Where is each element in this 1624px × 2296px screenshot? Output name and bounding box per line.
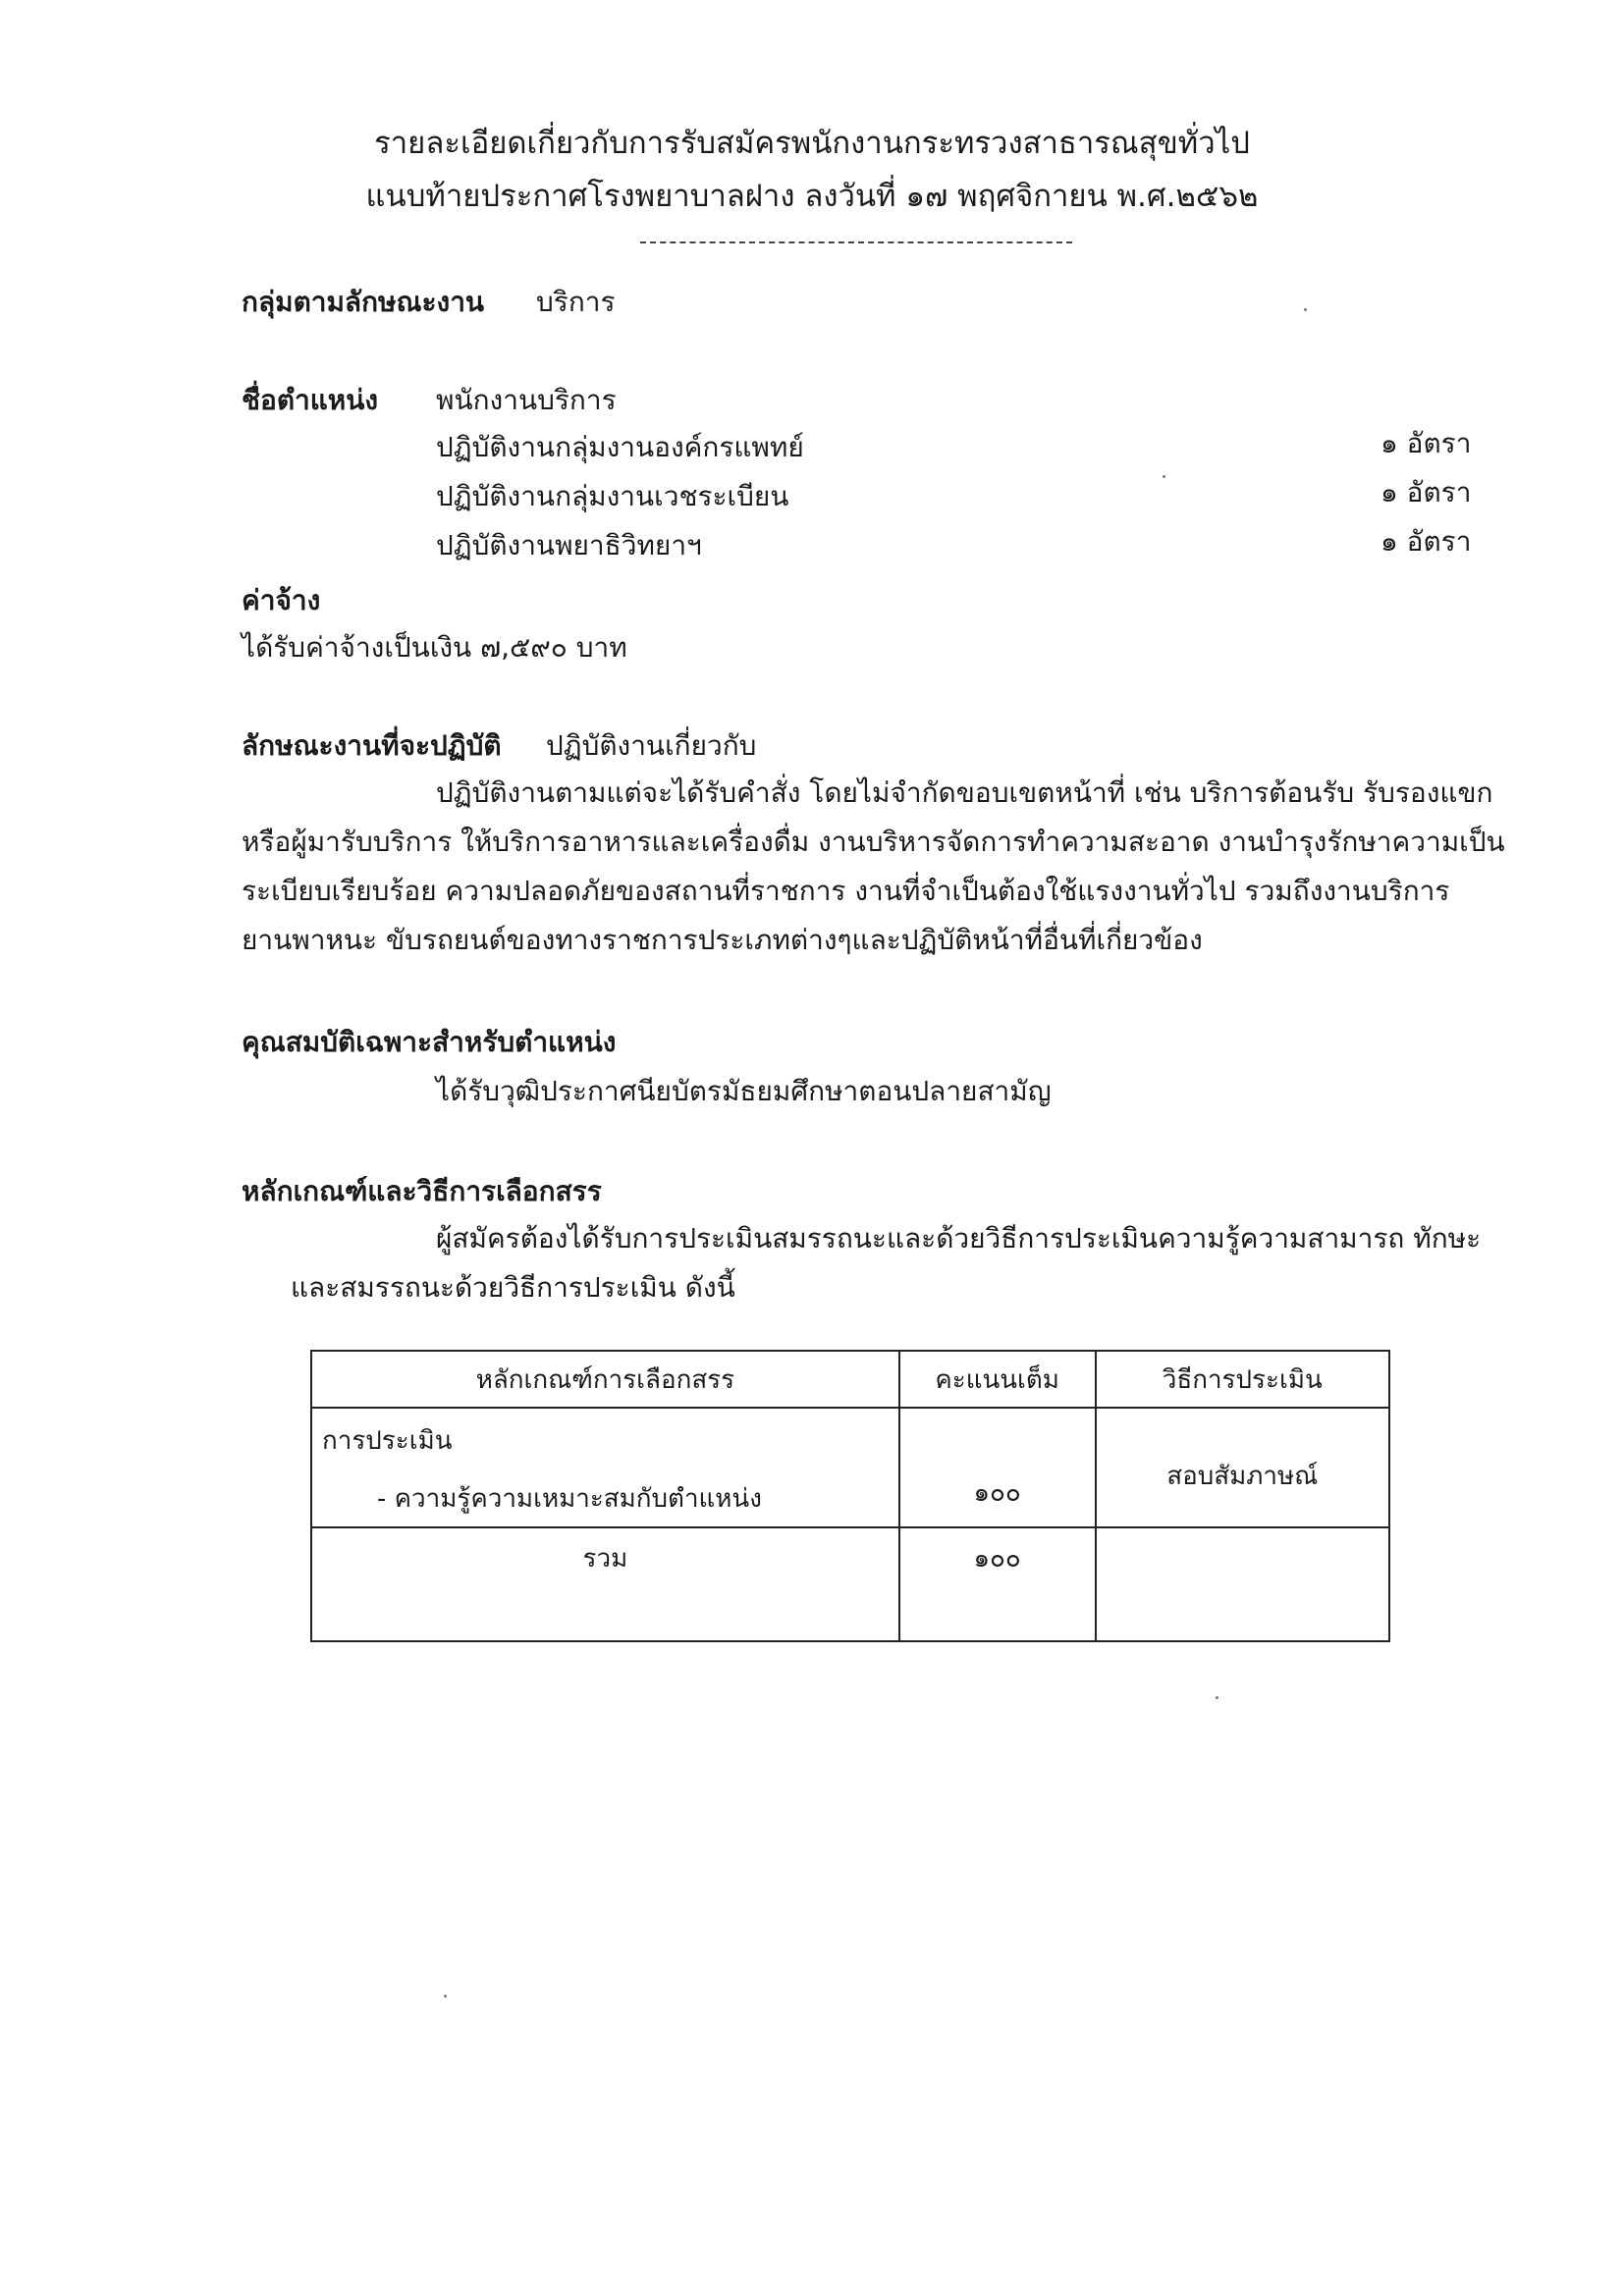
scan-speck xyxy=(1304,308,1307,311)
document-title-line2: แนบท้ายประกาศโรงพยาบาลฝาง ลงวันที่ ๑๗ พฤศจิกายน พ.ศ.๒๕๖๒ xyxy=(365,179,1259,214)
table-total-row xyxy=(311,1527,1389,1641)
qualification-text: ได้รับวุฒิประกาศนียบัตรมัธยมศึกษาตอนปลายสามัญ xyxy=(436,1075,1052,1107)
duties-line: ยานพาหนะ ขับรถยนต์ของทางราชการประเภทต่างๆและปฏิบัติหน้าที่อื่นที่เกี่ยวข้อง xyxy=(242,924,1203,956)
scan-speck xyxy=(1163,475,1165,478)
total-score-cell: ๑๐๐ xyxy=(899,1527,1096,1641)
selection-label: หลักเกณฑ์และวิธีการเลือกสรร xyxy=(242,1175,602,1207)
table-row xyxy=(311,1408,1389,1527)
job-group-value: บริการ xyxy=(536,286,616,318)
duties-line: หรือผู้มารับบริการ ให้บริการอาหารและเครื่องดื่ม งานบริหารจัดการทำความสะอาด งานบำรุงรักษาความเป็น xyxy=(242,826,1505,858)
position-item-count: ๑ อัตรา xyxy=(1380,525,1472,558)
position-item-count: ๑ อัตรา xyxy=(1380,476,1472,508)
wage-text: ได้รับค่าจ้างเป็นเงิน ๗,๕๙๐ บาท xyxy=(242,631,627,664)
score-cell: ๑๐๐ xyxy=(899,1408,1096,1527)
total-label-cell: รวม xyxy=(311,1527,899,1641)
criterion-cell xyxy=(311,1408,899,1527)
position-item-name: ปฏิบัติงานกลุ่มงานเวชระเบียน xyxy=(436,480,789,512)
position-label: ชื่อตำแหน่ง xyxy=(242,384,379,416)
duties-intro: ปฏิบัติงานเกี่ยวกับ xyxy=(546,729,757,762)
method-cell: สอบสัมภาษณ์ xyxy=(1096,1408,1390,1527)
selection-line: และสมรรถนะด้วยวิธีการประเมิน ดังนี้ xyxy=(291,1271,735,1304)
table-header-cell: วิธีการประเมิน xyxy=(1096,1351,1390,1408)
job-group-label: กลุ่มตามลักษณะงาน xyxy=(242,286,485,318)
criterion-item: - ความรู้ความเหมาะสมกับตำแหน่ง xyxy=(377,1484,762,1514)
document-title-line1: รายละเอียดเกี่ยวกับการรับสมัครพนักงานกระทรวงสาธารณสุขทั่วไป xyxy=(374,126,1250,161)
position-item-name: ปฏิบัติงานกลุ่มงานองค์กรแพทย์ xyxy=(436,431,804,463)
title-divider xyxy=(640,241,1072,243)
position-item-name: ปฏิบัติงานพยาธิวิทยาฯ xyxy=(436,529,702,561)
position-title: พนักงานบริการ xyxy=(436,384,617,416)
qualification-label: คุณสมบัติเฉพาะสำหรับตำแหน่ง xyxy=(242,1026,617,1058)
table-header-row xyxy=(311,1351,1389,1408)
selection-criteria-table xyxy=(310,1350,1390,1642)
selection-line: ผู้สมัครต้องได้รับการประเมินสมรรถนะและด้วยวิธีการประเมินความรู้ความสามารถ ทักษะ xyxy=(436,1222,1482,1255)
scan-speck xyxy=(444,1995,447,1998)
duties-line: ปฏิบัติงานตามแต่จะได้รับคำสั่ง โดยไม่จำกัดขอบเขตหน้าที่ เช่น บริการต้อนรับ รับรองแขก xyxy=(436,776,1493,809)
wage-label: ค่าจ้าง xyxy=(242,584,321,616)
position-item-count: ๑ อัตรา xyxy=(1380,427,1472,459)
duties-line: ระเบียบเรียบร้อย ความปลอดภัยของสถานที่ราชการ งานที่จำเป็นต้องใช้แรงงานทั่วไป รวมถึงงานบริการ xyxy=(242,875,1450,907)
criterion-title: การประเมิน xyxy=(322,1426,453,1456)
table-header-cell: หลักเกณฑ์การเลือกสรร xyxy=(311,1351,899,1408)
total-method-cell xyxy=(1096,1527,1390,1641)
scan-speck xyxy=(1216,1696,1218,1699)
table-header-cell: คะแนนเต็ม xyxy=(899,1351,1096,1408)
duties-label: ลักษณะงานที่จะปฏิบัติ xyxy=(242,729,502,762)
